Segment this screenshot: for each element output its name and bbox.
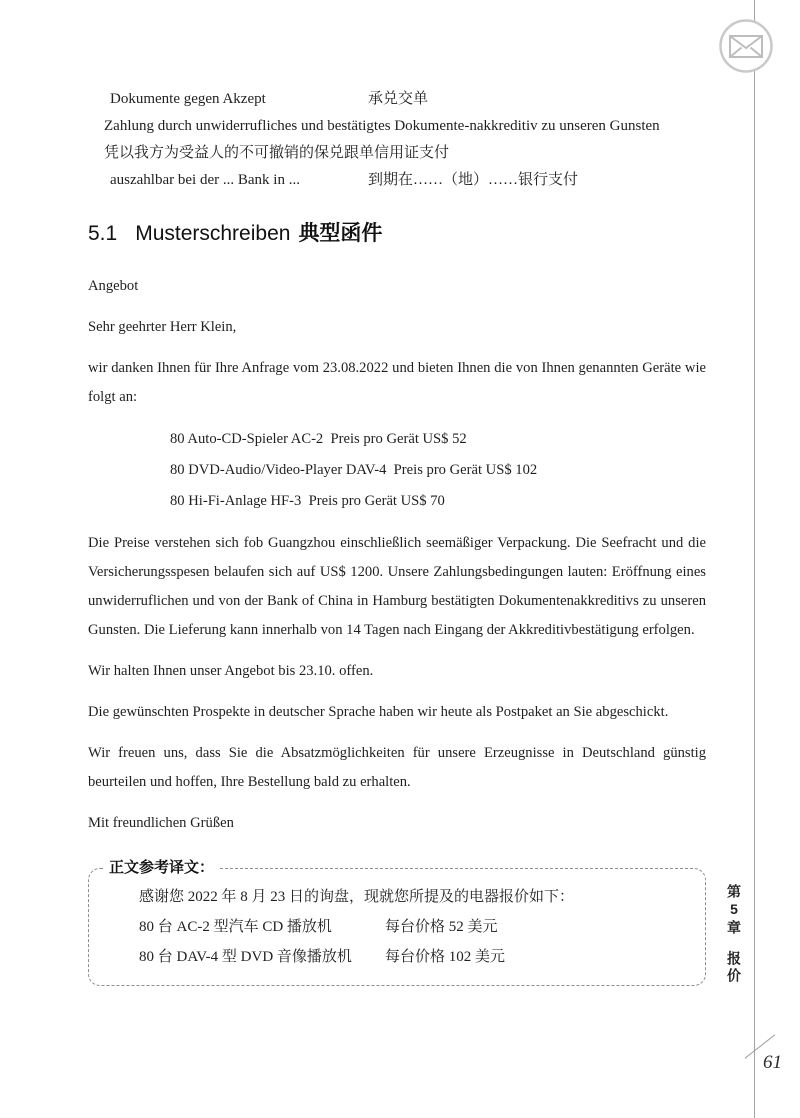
- glossary-term-zh: 承兑交单: [368, 91, 429, 107]
- glossary-row: [88, 113, 706, 140]
- letter-paragraph: Wir halten Ihnen unser Angebot bis 23.10. offen.: [88, 663, 374, 679]
- section-number: 5.1: [88, 222, 118, 245]
- letter-paragraph: Die Preise verstehen sich fob Guangzhou einschließlich seemäßiger Verpackung. Die Seefracht und die Versicherungsspesen belaufen sich auf US$ 1200. Unsere Zahlungsbedingungen lauten: Eröffnung eines unwiderruflichen und von der Bank of China in Hamburg bestätigten Dokumentenakkreditivs zu unseren Gunsten. Die Lieferung kann innerhalb von 14 Tagen nach Eingang der Akkreditivbestätigung erfolgen.: [88, 535, 706, 638]
- offer-item-list: [170, 424, 706, 517]
- letter-salutation: Sehr geehrter Herr Klein,: [88, 319, 237, 335]
- glossary-term-zh: 凭以我方为受益人的不可撤销的保兑跟单信用证支付: [104, 145, 450, 161]
- glossary-row: [88, 140, 706, 167]
- letter-paragraph: Wir freuen uns, dass Sie die Absatzmöglichkeiten für unsere Erzeugnisse in Deutschland günstig beurteilen und hoffen, Ihre Bestellung bald zu erhalten.: [88, 745, 706, 790]
- glossary-term-de: auszahlbar bei der ... Bank in ...: [110, 172, 300, 188]
- translation-item-product: 80 台 AC-2 型汽车 CD 播放机: [139, 919, 332, 935]
- glossary-term-de: Zahlung durch unwiderrufliches und bestätigtes Dokumente-nakkreditiv zu unseren Gunsten: [104, 118, 660, 134]
- glossary-row: [88, 167, 706, 194]
- translation-box-label: 正文参考译文：: [103, 857, 220, 879]
- offer-item: 80 DVD-Audio/Video-Player DAV-4 Preis pro Gerät US$ 102: [170, 462, 538, 478]
- section-title-zh: 典型函件: [298, 222, 383, 245]
- translation-item-price: 每台价格 102 美元: [385, 949, 506, 965]
- letter-doc-type: Angebot: [88, 278, 139, 294]
- translation-item-product: 80 台 DAV-4 型 DVD 音像播放机: [139, 949, 352, 965]
- translation-intro: 感谢您 2022 年 8 月 23 日的询盘，现就您所提及的电器报价如下：: [139, 889, 575, 905]
- translation-item-price: 每台价格 52 美元: [385, 919, 498, 935]
- translation-item: [139, 912, 687, 942]
- letter-closing: Mit freundlichen Grüßen: [88, 815, 234, 831]
- envelope-icon: [717, 17, 775, 75]
- chapter-number: 第5章: [726, 884, 742, 937]
- sample-letter: [88, 272, 706, 838]
- chapter-side-tab: [724, 884, 744, 985]
- glossary-list: [88, 86, 706, 194]
- translation-item: [139, 942, 687, 972]
- offer-item: 80 Hi-Fi-Anlage HF-3 Preis pro Gerät US$ 70: [170, 493, 445, 509]
- letter-paragraph: Die gewünschten Prospekte in deutscher Sprache haben wir heute als Postpaket an Sie abgeschickt.: [88, 704, 669, 720]
- glossary-term-de: Dokumente gegen Akzept: [110, 91, 266, 107]
- letter-paragraph: wir danken Ihnen für Ihre Anfrage vom 23.08.2022 und bieten Ihnen die von Ihnen genannten Geräte wie folgt an:: [88, 360, 706, 405]
- glossary-row: [88, 86, 706, 113]
- right-margin-rule: [754, 0, 755, 1118]
- section-heading: [88, 220, 706, 248]
- page-number: 61: [763, 1052, 782, 1073]
- page-content: [88, 86, 706, 986]
- offer-item: 80 Auto-CD-Spieler AC-2 Preis pro Gerät US$ 52: [170, 431, 467, 447]
- section-title-de: Musterschreiben: [135, 222, 291, 245]
- chapter-title: 报价: [726, 951, 742, 985]
- glossary-term-zh: 到期在……（地）……银行支付: [368, 172, 579, 188]
- translation-box: [88, 859, 706, 986]
